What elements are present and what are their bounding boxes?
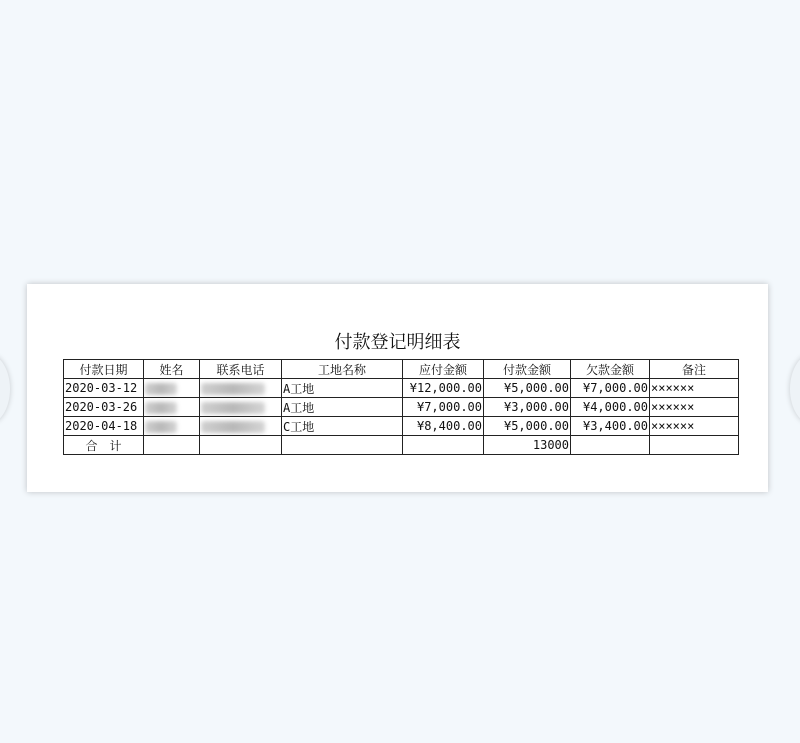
redacted-phone (201, 402, 265, 414)
cell-date: 2020-04-18 (64, 417, 144, 436)
table-row (64, 417, 739, 436)
total-row (64, 436, 739, 455)
document-title: 付款登记明细表 (334, 332, 461, 353)
column-header-name: 姓名 (144, 360, 200, 379)
payment-ledger-table (63, 359, 739, 455)
previous-image-button[interactable] (0, 354, 10, 424)
column-header-date: 付款日期 (64, 360, 144, 379)
redacted-name (145, 421, 177, 433)
cell-site: A工地 (282, 398, 403, 417)
cell-payable: ¥7,000.00 (403, 398, 484, 417)
cell-empty (200, 436, 282, 455)
next-image-button[interactable] (790, 354, 800, 424)
total-paid: 13000 (484, 436, 571, 455)
column-header-paid: 付款金额 (484, 360, 571, 379)
cell-phone (200, 398, 282, 417)
cell-paid: ¥5,000.00 (484, 417, 571, 436)
cell-phone (200, 417, 282, 436)
cell-name (144, 398, 200, 417)
cell-site: C工地 (282, 417, 403, 436)
column-header-owed: 欠款金额 (571, 360, 650, 379)
redacted-name (145, 402, 177, 414)
cell-site: A工地 (282, 379, 403, 398)
cell-owed: ¥7,000.00 (571, 379, 650, 398)
cell-note: ×××××× (650, 417, 739, 436)
total-label: 合 计 (64, 436, 144, 455)
cell-date: 2020-03-26 (64, 398, 144, 417)
redacted-phone (201, 421, 265, 433)
cell-note: ×××××× (650, 398, 739, 417)
cell-owed: ¥4,000.00 (571, 398, 650, 417)
column-header-phone: 联系电话 (200, 360, 282, 379)
cell-empty (571, 436, 650, 455)
cell-empty (403, 436, 484, 455)
cell-date: 2020-03-12 (64, 379, 144, 398)
cell-payable: ¥12,000.00 (403, 379, 484, 398)
column-header-site: 工地名称 (282, 360, 403, 379)
cell-phone (200, 379, 282, 398)
table-header-row (64, 360, 739, 379)
column-header-payable: 应付金额 (403, 360, 484, 379)
cell-empty (650, 436, 739, 455)
column-header-note: 备注 (650, 360, 739, 379)
redacted-phone (201, 383, 265, 395)
cell-name (144, 379, 200, 398)
table-row (64, 379, 739, 398)
table-row (64, 398, 739, 417)
cell-paid: ¥3,000.00 (484, 398, 571, 417)
document-sheet (27, 284, 768, 492)
cell-empty (144, 436, 200, 455)
redacted-name (145, 383, 177, 395)
cell-note: ×××××× (650, 379, 739, 398)
cell-paid: ¥5,000.00 (484, 379, 571, 398)
cell-empty (282, 436, 403, 455)
cell-payable: ¥8,400.00 (403, 417, 484, 436)
cell-owed: ¥3,400.00 (571, 417, 650, 436)
cell-name (144, 417, 200, 436)
